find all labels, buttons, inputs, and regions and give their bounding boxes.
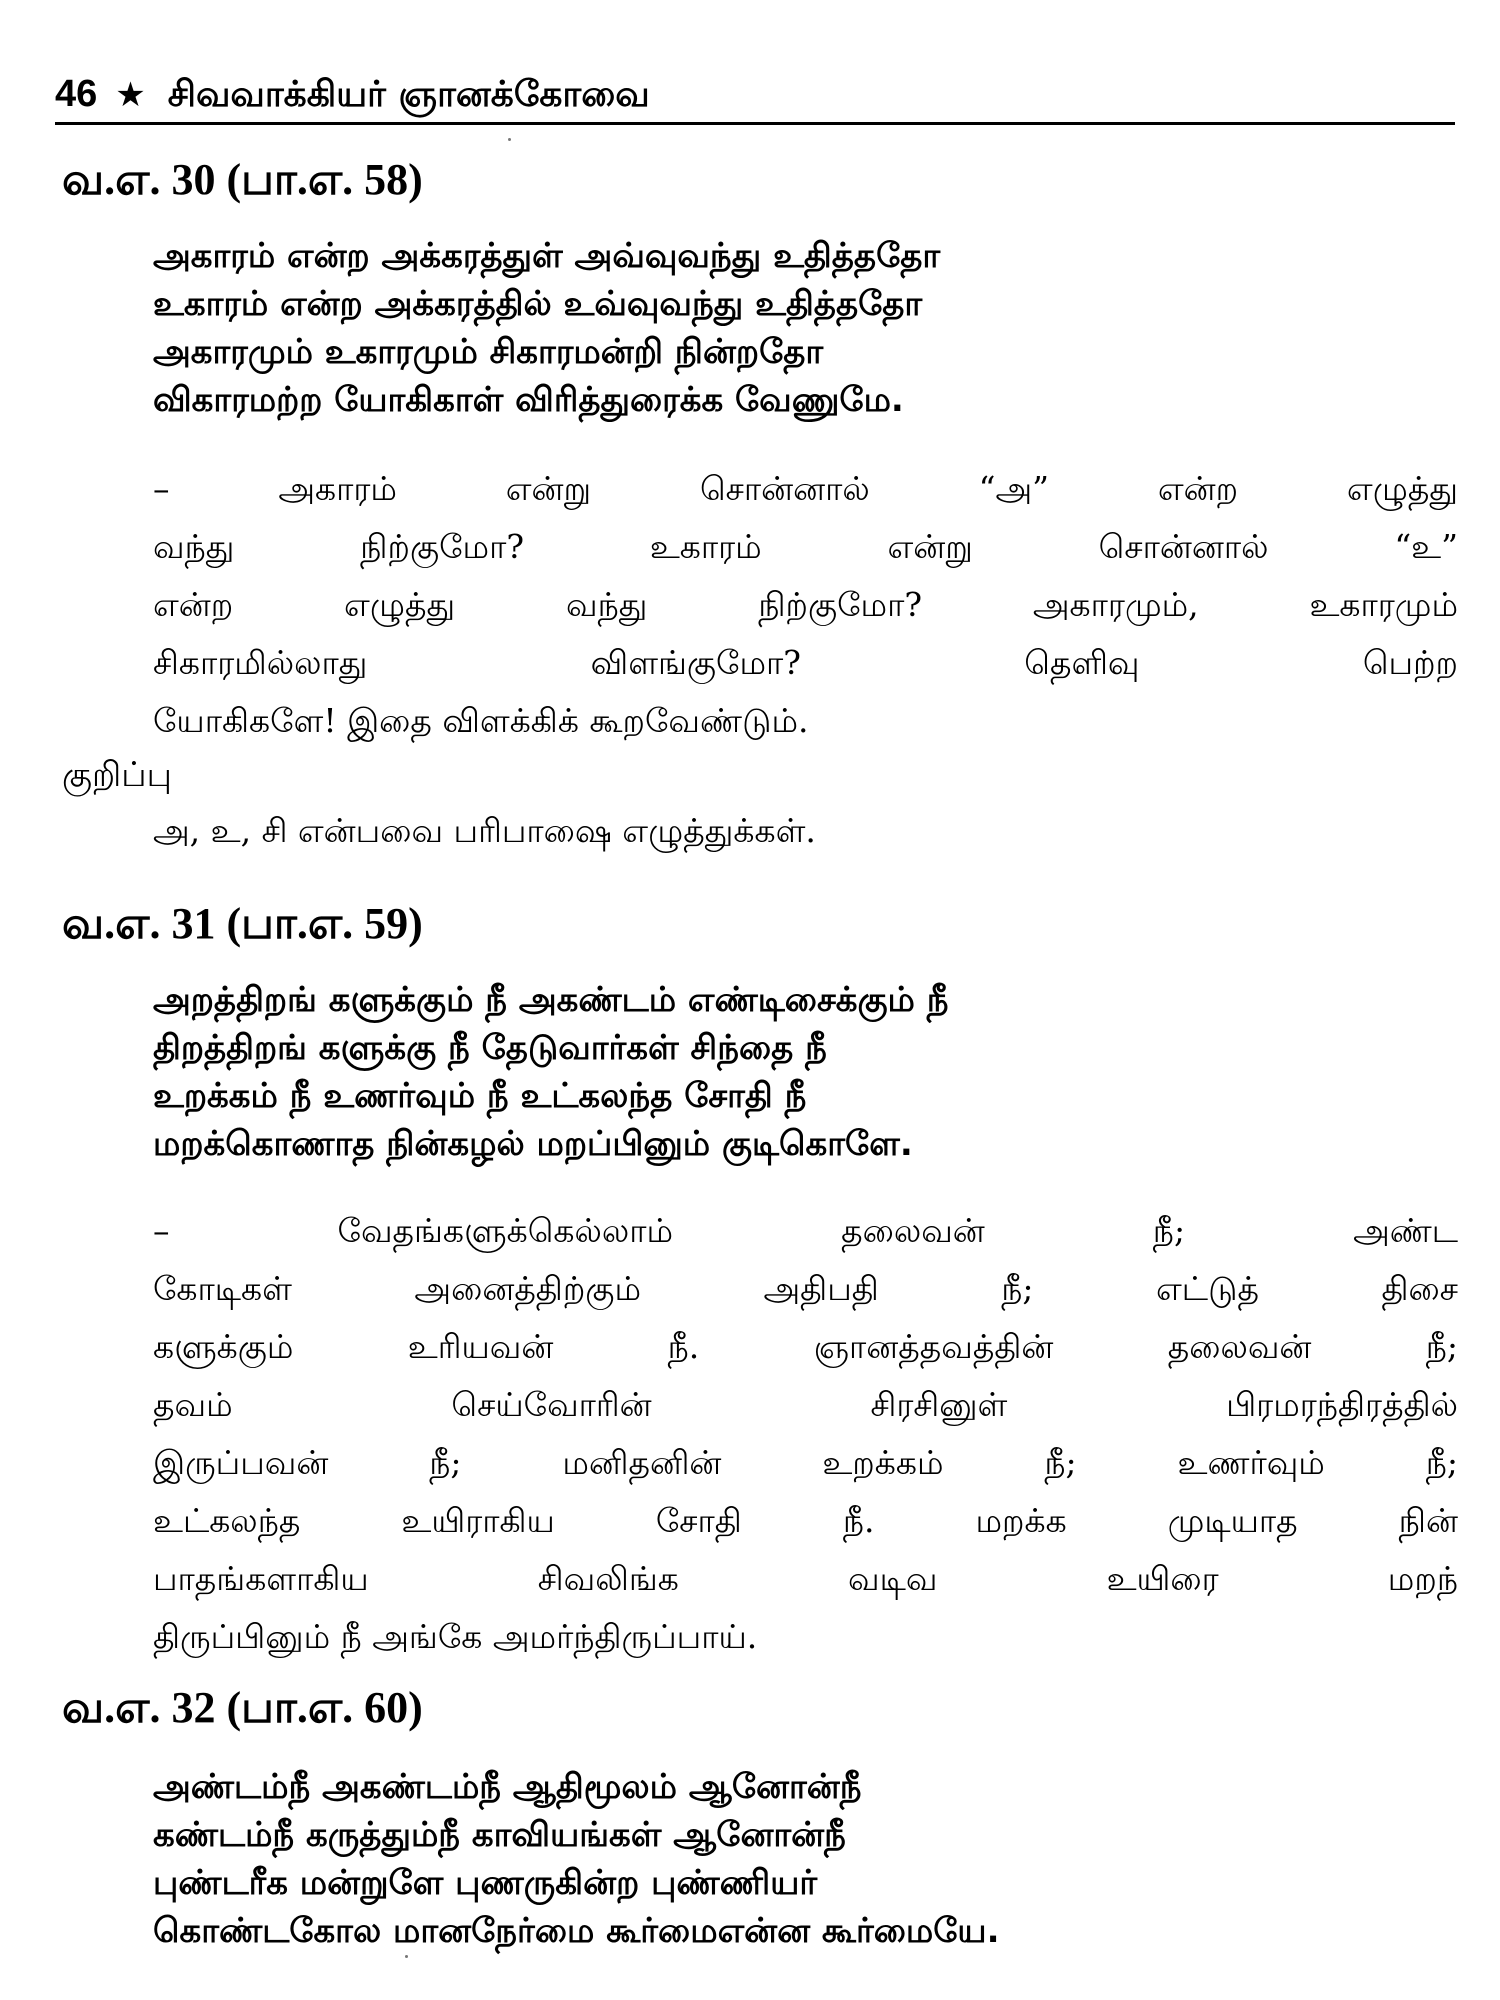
verse-line: புண்டரீக மன்றுளே புணருகின்ற புண்ணியர் [153,1863,818,1903]
explanation-30 [153,460,1458,750]
explanation-line: இருப்பவன் நீ; மனிதனின் உறக்கம் நீ; உணர்வும் நீ; [153,1443,1458,1482]
verse-line: கண்டம்நீ கருத்தும்நீ காவியங்கள் ஆனோன்நீ [153,1815,846,1855]
star-icon: ★ [115,75,146,115]
verse-line: விகாரமற்ற யோகிகாள் விரித்துரைக்க வேணுமே. [153,380,904,420]
verse-30 [153,232,1353,424]
verse-32 [153,1763,1353,1955]
verse-line: மறக்கொணாத நின்கழல் மறப்பினும் குடிகொளே. [153,1124,913,1164]
running-header [55,72,1455,117]
scan-speck [508,138,511,141]
explanation-line: – அகாரம் என்று சொன்னால் “அ” என்ற எழுத்து [153,469,1458,508]
note-text: அ, உ, சி என்பவை பரிபாஷை எழுத்துக்கள். [153,811,816,850]
verse-line: திறத்திறங் களுக்கு நீ தேடுவார்கள் சிந்தை நீ [153,1028,827,1068]
explanation-line: தவம் செய்வோரின் சிரசினுள் பிரமரந்திரத்தில் [153,1385,1458,1424]
book-title: சிவவாக்கியர் ஞானக்கோவை [167,74,650,115]
page-number: 46 [55,73,98,115]
verse-line: அண்டம்நீ அகண்டம்நீ ஆதிமூலம் ஆனோன்நீ [153,1767,862,1807]
verse-line: உகாரம் என்ற அக்கரத்தில் உவ்வுவந்து உதித்ததோ [153,284,923,324]
explanation-line: வந்து நிற்குமோ? உகாரம் என்று சொன்னால் “உ” [153,527,1458,566]
verse-line: உறக்கம் நீ உணர்வும் நீ உட்கலந்த சோதி நீ [153,1076,807,1116]
explanation-line: கோடிகள் அனைத்திற்கும் அதிபதி நீ; எட்டுத் திசை [153,1269,1458,1308]
explanation-line: உட்கலந்த உயிராகிய சோதி நீ. மறக்க முடியாத நின் [153,1501,1458,1540]
section-heading-32: வ.எ. 32 (பா.எ. 60) [62,1683,423,1732]
explanation-line: சிகாரமில்லாது விளங்குமோ? தெளிவு பெற்ற [153,643,1458,682]
explanation-line: பாதங்களாகிய சிவலிங்க வடிவ உயிரை மறந் [153,1559,1458,1598]
scan-speck [405,1955,408,1958]
section-heading-30: வ.எ. 30 (பா.எ. 58) [62,155,423,204]
verse-line: அகாரமும் உகாரமும் சிகாரமன்றி நின்றதோ [153,332,824,372]
verse-line: கொண்டகோல மானநேர்மை கூர்மைஎன்ன கூர்மையே. [153,1911,1000,1951]
section-heading-31: வ.எ. 31 (பா.எ. 59) [62,899,423,948]
explanation-line: யோகிகளே! இதை விளக்கிக் கூறவேண்டும். [153,701,809,740]
verse-line: அகாரம் என்ற அக்கரத்துள் அவ்வுவந்து உதித்ததோ [153,236,941,276]
explanation-line: என்ற எழுத்து வந்து நிற்குமோ? அகாரமும், உகாரமும் [153,585,1458,624]
explanation-31 [153,1202,1458,1666]
explanation-line: களுக்கும் உரியவன் நீ. ஞானத்தவத்தின் தலைவன் நீ; [153,1327,1458,1366]
note-title: குறிப்பு [62,755,172,795]
verse-31 [153,976,1353,1168]
explanation-line: திருப்பினும் நீ அங்கே அமர்ந்திருப்பாய். [153,1617,758,1656]
verse-line: அறத்திறங் களுக்கும் நீ அகண்டம் எண்டிசைக்கும் நீ [153,980,949,1020]
header-rule [55,122,1455,125]
explanation-line: – வேதங்களுக்கெல்லாம் தலைவன் நீ; அண்ட [153,1211,1458,1250]
